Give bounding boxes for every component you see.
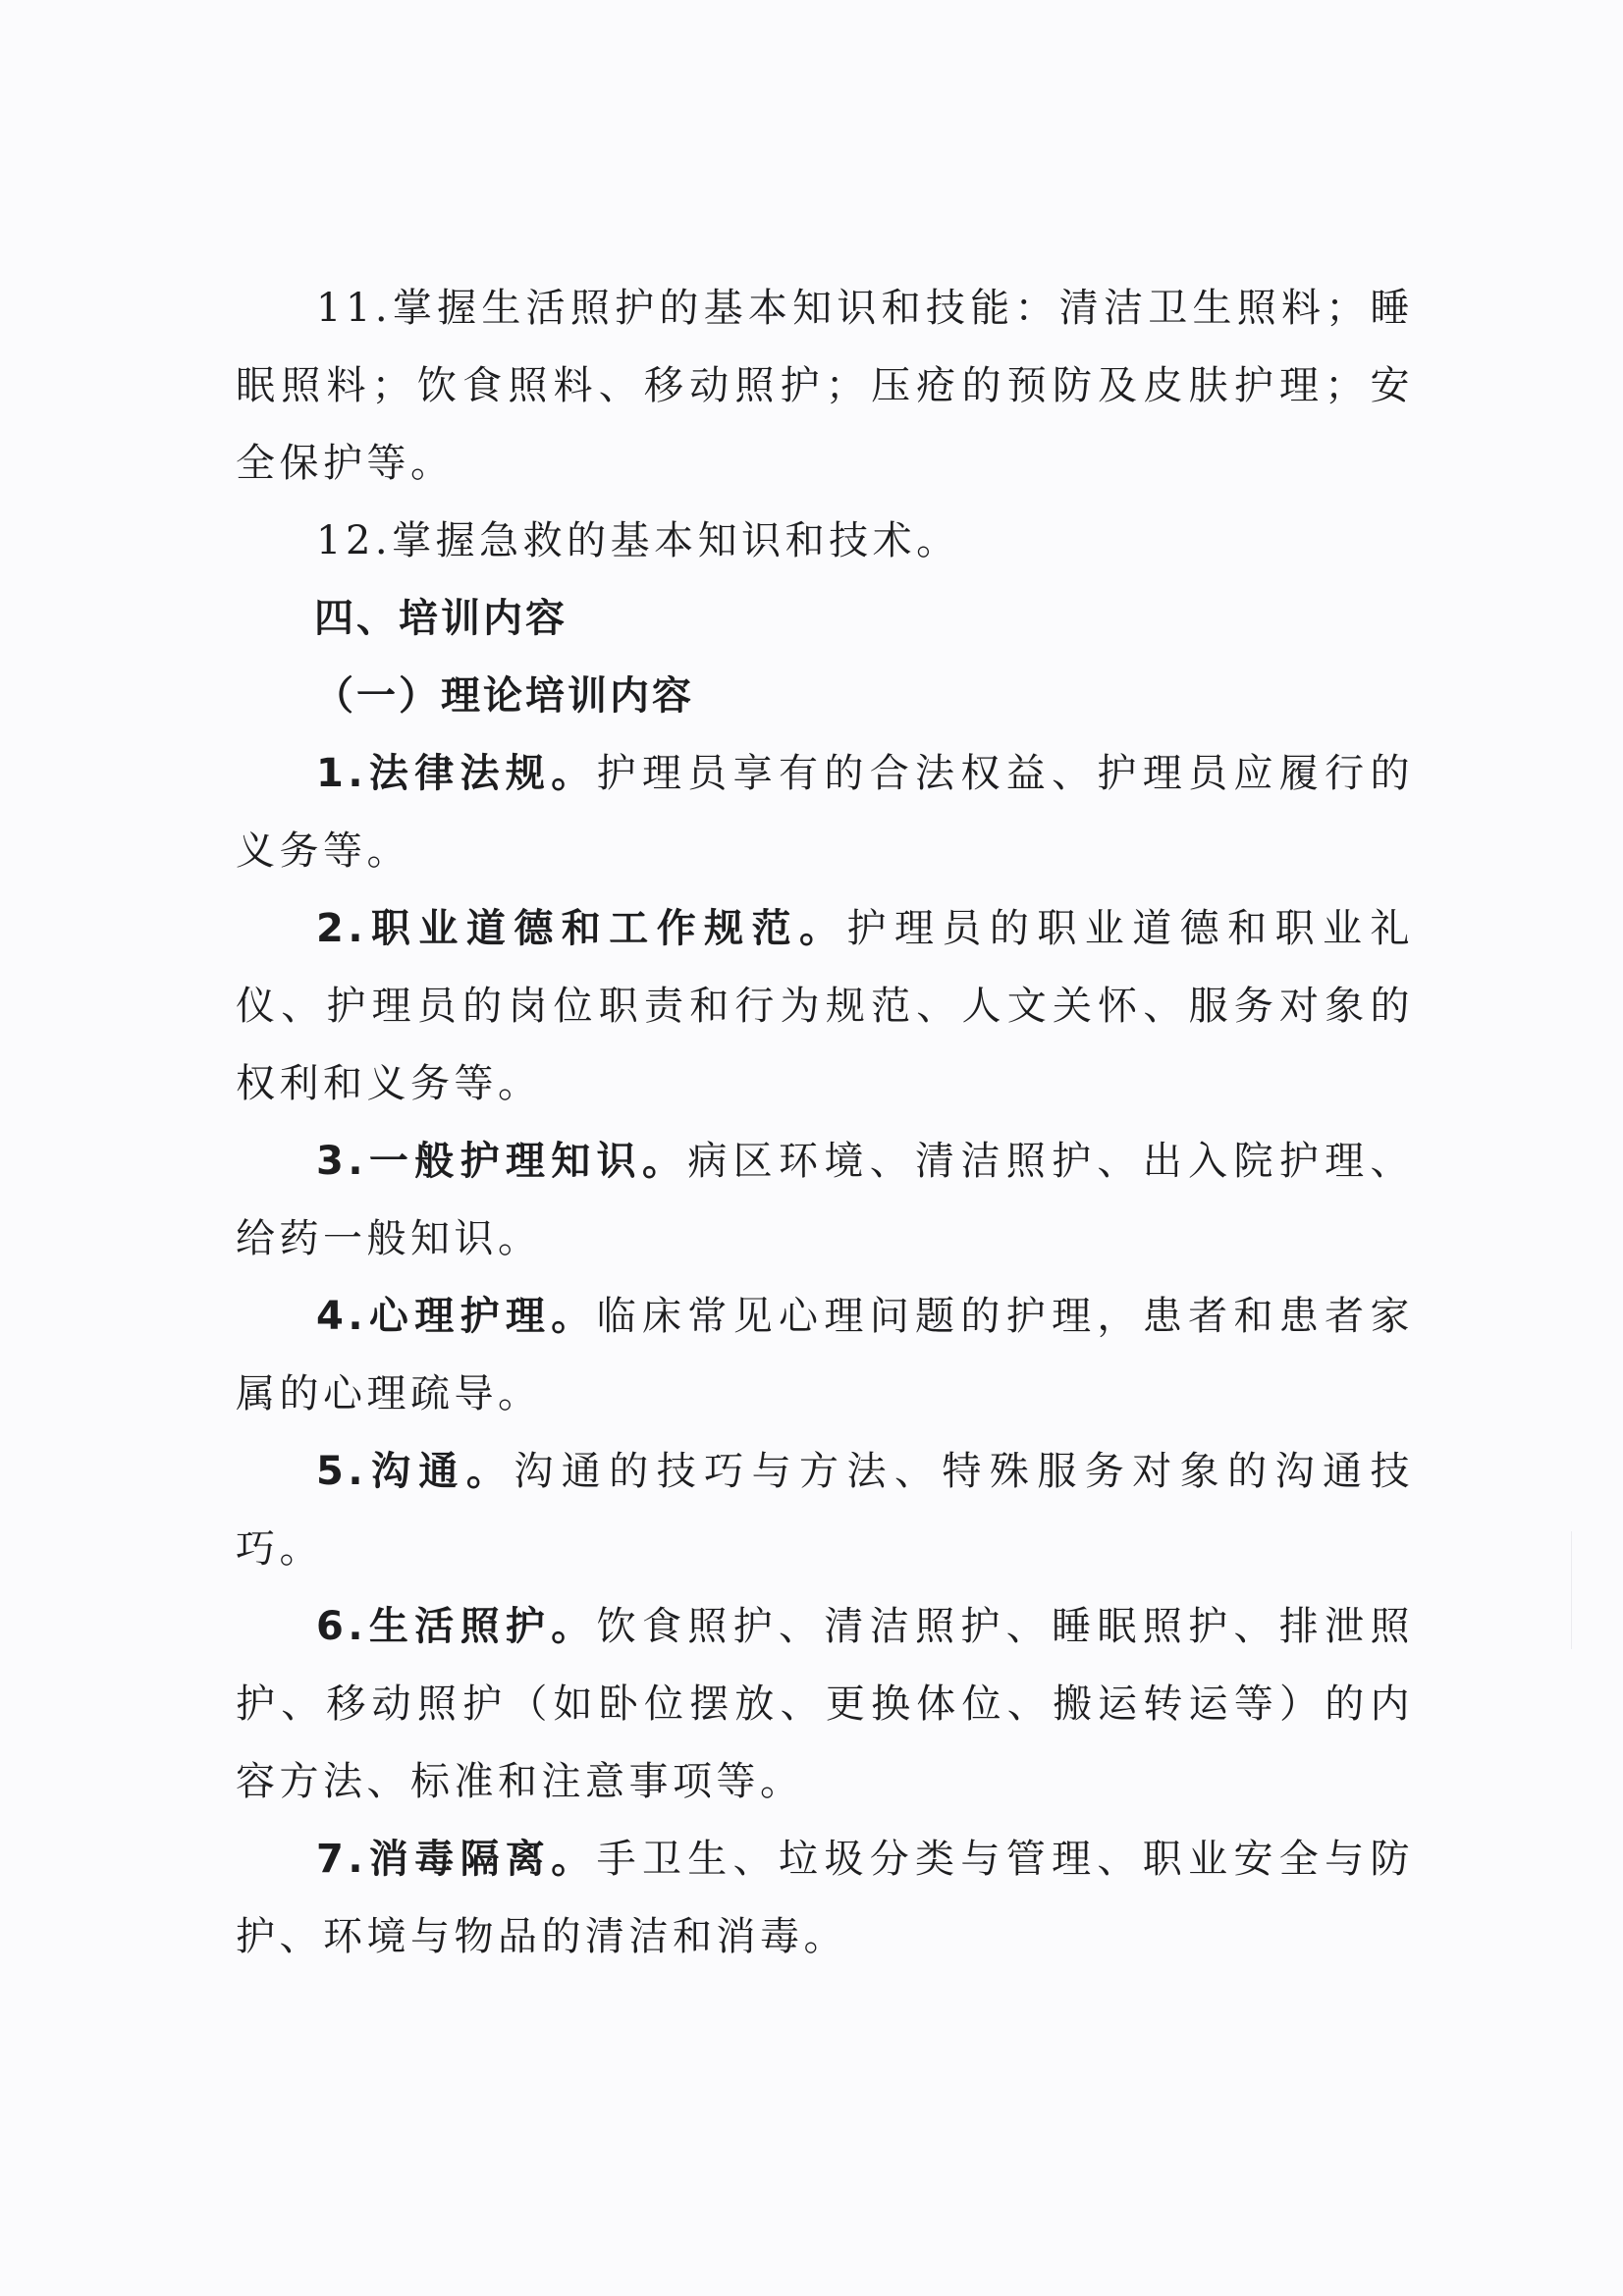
subsection-heading: （一）理论培训内容 <box>314 673 694 719</box>
list-item-lead: 6.生活照护。 <box>316 1604 597 1649</box>
list-item-lead: 3.一般护理知识。 <box>316 1139 688 1184</box>
list-item-body: 手卫生、垃圾分类与管理、职业安全与防护、环境与物品的清洁和消毒。 <box>236 1837 1414 1959</box>
list-item-lead: 2.职业道德和工作规范。 <box>316 906 847 951</box>
scan-edge-mark <box>1571 1531 1590 1649</box>
list-item-lead: 4.心理护理。 <box>316 1294 597 1339</box>
list-item <box>236 1588 1414 1821</box>
list-item-body: 沟通的技巧与方法、特殊服务对象的沟通技巧。 <box>236 1449 1414 1572</box>
document-body <box>236 270 1414 1976</box>
list-item <box>236 1821 1414 1976</box>
list-item-body: 病区环境、清洁照护、出入院护理、给药一般知识。 <box>236 1139 1415 1261</box>
list-item-lead: 1.法律法规。 <box>316 751 597 796</box>
list-item-body: 护理员享有的合法权益、护理员应履行的义务等。 <box>236 751 1414 874</box>
list-item-body: 饮食照护、清洁照护、睡眠照护、排泄照护、移动照护（如卧位摆放、更换体位、搬运转运等）的内容方法、标准和注意事项等。 <box>236 1604 1414 1804</box>
list-item-lead: 7.消毒隔离。 <box>316 1837 597 1882</box>
list-item-lead: 5.沟通。 <box>316 1449 514 1494</box>
paragraph-item-11: 11.掌握生活照护的基本知识和技能：清洁卫生照料；睡眠照料；饮食照料、移动照护；压疮的预防及皮肤护理；安全保护等。 <box>236 286 1414 486</box>
list-item <box>236 1278 1414 1433</box>
list-item-body: 临床常见心理问题的护理，患者和患者家属的心理疏导。 <box>236 1294 1414 1416</box>
list-item <box>236 735 1414 890</box>
section-heading: 四、培训内容 <box>314 596 568 641</box>
list-item <box>236 1433 1414 1588</box>
list-item <box>236 890 1414 1123</box>
paragraph-item-12: 12.掌握急救的基本知识和技术。 <box>316 518 960 563</box>
list-item <box>236 1123 1414 1278</box>
list-item-body: 护理员的职业道德和职业礼仪、护理员的岗位职责和行为规范、人文关怀、服务对象的权利和义务等。 <box>236 906 1414 1106</box>
